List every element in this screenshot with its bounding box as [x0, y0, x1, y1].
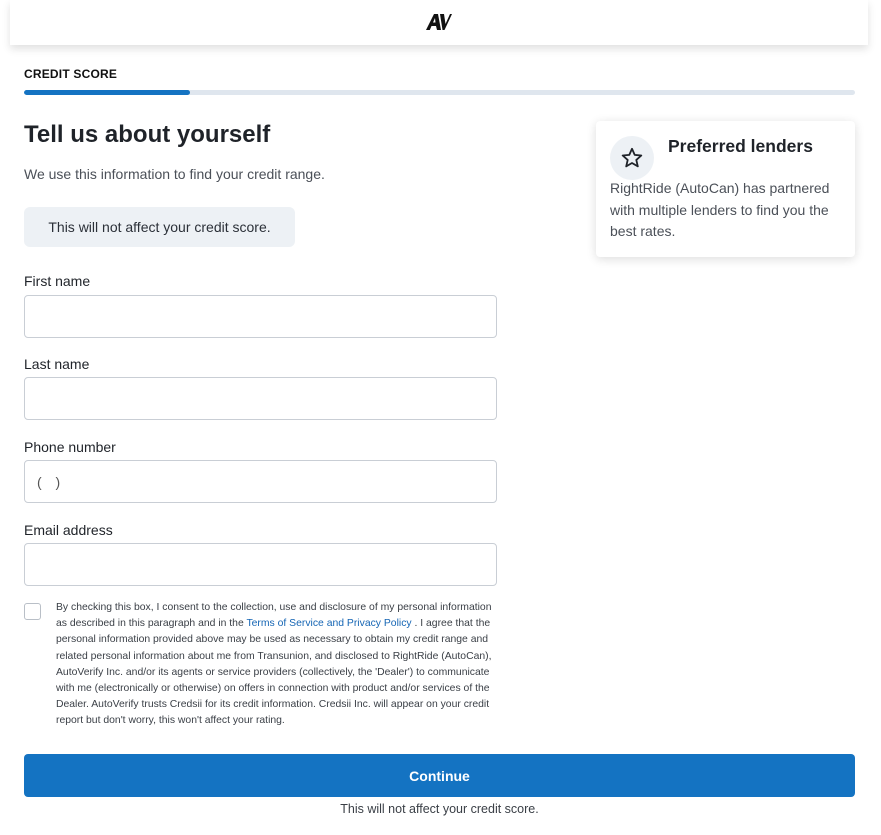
credit-score-notice: This will not affect your credit score. [24, 207, 295, 247]
page-subtitle: We use this information to find your credit range. [24, 166, 325, 182]
consent-checkbox[interactable] [24, 603, 41, 620]
progress-bar [24, 90, 855, 95]
consent-text-intro: By checking this box, I consent to the collection, use and disclosure of my personal information as described in this paragraph and in the [56, 602, 492, 630]
phone-number-label: Phone number [24, 439, 116, 455]
top-header [10, 0, 868, 45]
consent-text-body: . I agree that the personal information provided above may be used as necessary to obtain my credit range and related personal information about me from Transunion, and disclosed to RightRide (AutoCan), AutoVerify Inc. and/or its agents or service providers (collectively, the 'Dealer') to communicate with me (electronically or otherwise) on offers in connection with product and/or services of the Dealer. AutoVerify trusts Credsii for its credit information. Credsii Inc. will appear on your credit report but don't worry, this won't affect your rating. [56, 618, 492, 727]
card-title: Preferred lenders [668, 136, 813, 156]
card-body: RightRide (AutoCan) has partnered with multiple lenders to find you the best rates. [610, 180, 830, 239]
step-label: CREDIT SCORE [24, 67, 118, 81]
star-icon-wrapper [610, 136, 654, 180]
first-name-label: First name [24, 273, 91, 289]
last-name-label: Last name [24, 356, 90, 372]
progress-bar-fill [24, 90, 190, 95]
phone-number-input[interactable] [24, 460, 497, 503]
continue-button[interactable]: Continue [24, 754, 855, 797]
footnote: This will not affect your credit score. [340, 802, 539, 816]
consent-text [56, 600, 496, 730]
terms-privacy-link[interactable]: Terms of Service and Privacy Policy [246, 618, 412, 630]
email-address-label: Email address [24, 522, 113, 538]
preferred-lenders-card [596, 121, 855, 257]
star-icon [620, 146, 644, 170]
first-name-input[interactable] [24, 295, 497, 338]
autoverify-logo-icon[interactable] [426, 14, 452, 30]
page-title: Tell us about yourself [24, 121, 271, 148]
email-address-input[interactable] [24, 543, 497, 586]
last-name-input[interactable] [24, 377, 497, 420]
